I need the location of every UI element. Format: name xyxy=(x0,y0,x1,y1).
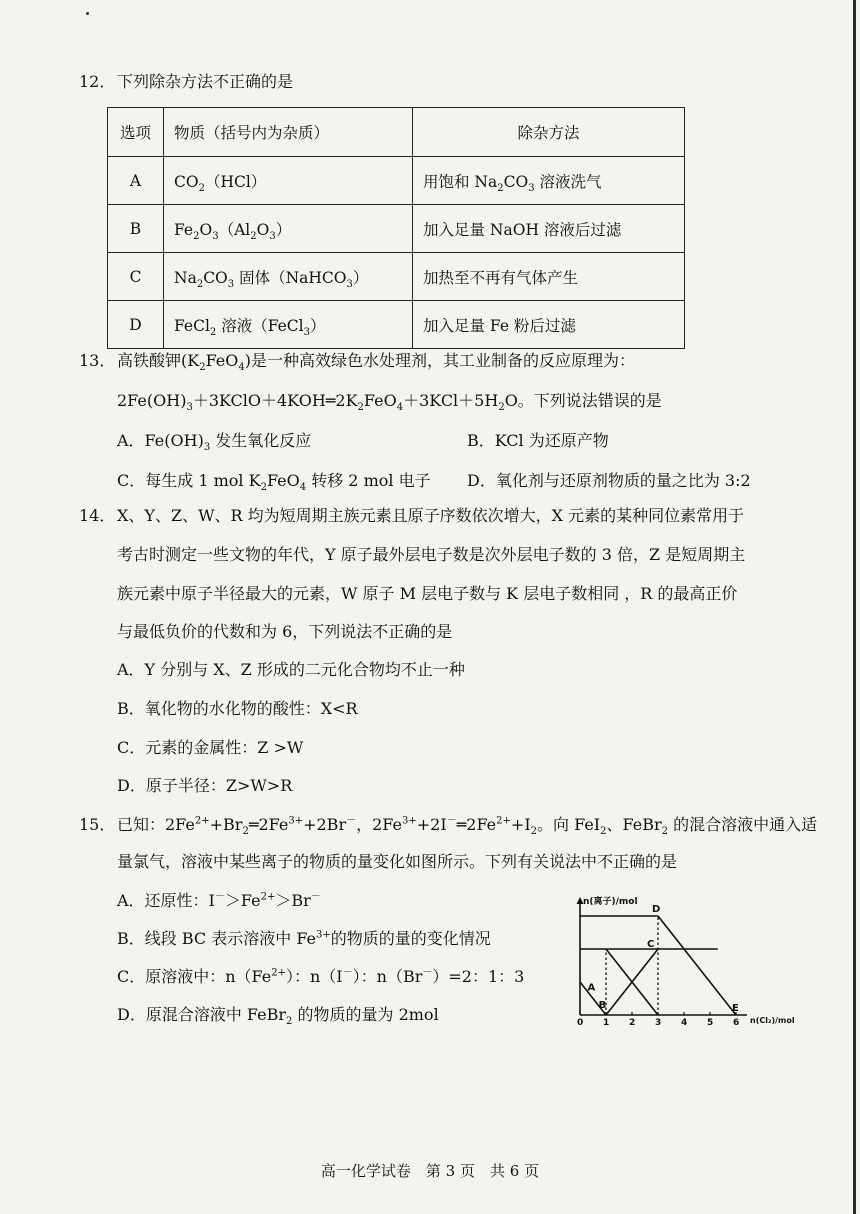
question-stem: 下列除杂方法不正确的是 xyxy=(117,72,294,91)
table-row xyxy=(108,253,685,301)
point-label-e: E xyxy=(732,1003,739,1014)
q15-option-a: A．还原性：$I^->Fe^{2+}>Br^-$ xyxy=(117,891,321,910)
x-tick-label-6: 6 xyxy=(733,1018,740,1028)
question-number: 13． xyxy=(79,351,116,370)
q13-option-d: D．氧化剂与还原剂物质的量之比为 3:2 xyxy=(467,471,751,490)
question-stem: X、Y、Z、W、R 均为短周期主族元素且原子序数依次增大，X 元素的某种同位素常用于 xyxy=(117,506,745,525)
point-label-b: B xyxy=(598,1000,607,1012)
x-axis-label: n(Cl₂)/mol xyxy=(750,1016,795,1025)
question-stem: 已知：$2Fe^{2+}+Br_2═2Fe^{3+}+2Br^-$，$2Fe^{3+}+2I^-═2Fe^{2+}+I_2$。向 FeI$_2$、FeBr$_2$ 的混合溶液中通入适 xyxy=(117,815,818,838)
q12-stem-line xyxy=(79,71,293,93)
q14-stem-line-2: 考古时测定一些文物的年代，Y 原子最外层电子数是次外层电子数的 3 倍，Z 是短周期主 xyxy=(117,545,746,564)
q14-stem-line-4: 与最低负价的代数和为 6，下列说法不正确的是 xyxy=(117,622,453,641)
x-tick-label-5: 5 xyxy=(707,1018,714,1028)
question-number: 14． xyxy=(79,506,116,525)
question-stem: 高铁酸钾$(K_2FeO_4)$是一种高效绿色水处理剂，其工业制备的反应原理为： xyxy=(117,351,636,374)
q13-stem-line-1 xyxy=(79,350,635,372)
q13-stem-line-2: $2Fe(OH)_3+3KClO+4KOH═2K_2FeO_4+3KCl+5H_2O$。下列说法错误的是 xyxy=(117,391,662,414)
col-header-method: 除杂方法 xyxy=(413,108,685,157)
point-label-c: C xyxy=(647,939,655,950)
x-tick-label-3: 3 xyxy=(655,1018,662,1028)
chart-marks xyxy=(577,904,739,1028)
question-number: 12． xyxy=(79,72,116,91)
q12-table xyxy=(107,107,685,349)
row-substance: $CO_2(HCl)$ xyxy=(164,157,413,205)
q15-option-b: B．线段 BC 表示溶液中 $Fe^{3+}$的物质的量的变化情况 xyxy=(117,929,491,948)
q13-option-a: A．$Fe(OH)_3$ 发生氧化反应 xyxy=(117,431,312,454)
q14-option-b: B．氧化物的水化物的酸性：X<R xyxy=(117,699,358,718)
page-footer: 高一化学试卷 第 3 页 共 6 页 xyxy=(320,1162,540,1180)
x-tick-label-2: 2 xyxy=(629,1018,636,1028)
q15-option-d: D．原混合溶液中 FeBr$_2$ 的物质的量为 2mol xyxy=(117,1005,439,1028)
table-row xyxy=(108,205,685,253)
ion-amount-chart xyxy=(572,893,808,1028)
row-option: C xyxy=(108,253,164,301)
row-substance: FeCl$_2$ 溶液（FeCl$_3$） xyxy=(164,301,413,349)
table-row xyxy=(108,301,685,349)
point-label-d: D xyxy=(652,904,661,915)
row-option: A xyxy=(108,157,164,205)
y-axis-label: n(离子)/mol xyxy=(583,897,638,907)
q14-stem-line-3: 族元素中原子半径最大的元素，W 原子 M 层电子数与 K 层电子数相同 ，R 的最高正价 xyxy=(117,584,738,603)
scan-edge xyxy=(853,0,856,1214)
chart-axes xyxy=(577,895,795,1025)
row-method: 用饱和 $Na_2CO_3$ 溶液洗气 xyxy=(413,157,685,205)
col-header-substance: 物质（括号内为杂质） xyxy=(164,108,413,157)
scan-speck xyxy=(86,12,89,15)
col-header-option: 选项 xyxy=(108,108,164,157)
row-option: D xyxy=(108,301,164,349)
point-label-a: A xyxy=(587,982,596,994)
x-tick-label-0: 0 xyxy=(577,1018,584,1028)
q14-option-d: D．原子半径：Z>W>R xyxy=(117,776,293,795)
question-number: 15． xyxy=(79,815,116,834)
row-method: 加热至不再有气体产生 xyxy=(413,253,685,301)
x-tick-label-4: 4 xyxy=(681,1018,688,1028)
table-row xyxy=(108,157,685,205)
row-substance: $Na_2CO_3$ 固体（NaHCO$_3$） xyxy=(164,253,413,301)
q15-stem-line-2: 量氯气，溶液中某些离子的物质的量变化如图所示。下列有关说法中不正确的是 xyxy=(117,852,678,871)
row-option: B xyxy=(108,205,164,253)
row-method: 加入足量 Fe 粉后过滤 xyxy=(413,301,685,349)
q15-stem-line-1 xyxy=(79,814,817,836)
row-method: 加入足量 NaOH 溶液后过滤 xyxy=(413,205,685,253)
row-substance: $Fe_2O_3(Al_2O_3)$ xyxy=(164,205,413,253)
q13-option-b: B．KCl 为还原产物 xyxy=(467,431,609,450)
q15-option-c: C．原溶液中：$n(Fe^{2+})$：n（I－）：n（Br－）=2：1：3 xyxy=(117,967,525,986)
table-header-row xyxy=(108,108,685,157)
x-tick-label-1: 1 xyxy=(603,1018,610,1028)
q14-option-a: A．Y 分别与 X、Z 形成的二元化合物均不止一种 xyxy=(117,660,465,679)
q13-option-c: C．每生成 1 mol $K_2FeO_4$ 转移 2 mol 电子 xyxy=(117,471,431,494)
q14-option-c: C．元素的金属性：Z >W xyxy=(117,738,304,757)
series-segment-5 xyxy=(658,916,736,1015)
q14-stem-line-1 xyxy=(79,505,744,527)
